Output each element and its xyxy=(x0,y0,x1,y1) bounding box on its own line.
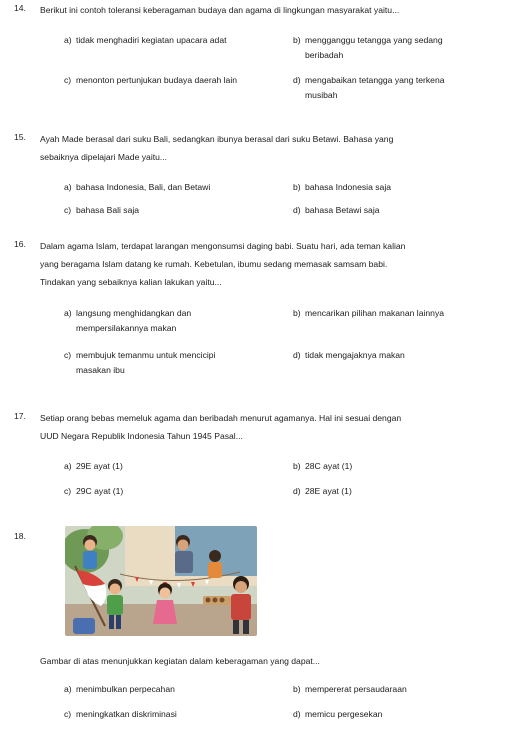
option-letter: b) xyxy=(293,461,301,471)
option-c[interactable] xyxy=(64,203,264,218)
option-b[interactable] xyxy=(293,306,493,321)
option-letter: c) xyxy=(64,350,72,360)
question-text-line1: Setiap orang bebas memeluk agama dan beribadah menurut agamanya. Hal ini sesuai dengan xyxy=(40,413,402,423)
option-text: mencarikan pilihan makanan lainnya xyxy=(305,308,445,318)
question-text: Berikut ini contoh toleransi keberagaman budaya dan agama di lingkungan masyarakat yaitu... xyxy=(40,5,400,15)
option-letter: d) xyxy=(293,75,301,85)
option-b[interactable] xyxy=(293,180,493,195)
option-d[interactable] xyxy=(293,484,493,499)
option-text-cont: beribadah xyxy=(305,50,344,60)
option-b[interactable] xyxy=(293,459,493,474)
option-text: bahasa Bali saja xyxy=(76,205,140,215)
option-text-cont: masakan ibu xyxy=(76,365,125,375)
option-text: menonton pertunjukan budaya daerah lain xyxy=(76,75,238,85)
option-text: bahasa Indonesia, Bali, dan Betawi xyxy=(76,182,211,192)
question-text-line1: Ayah Made berasal dari suku Bali, sedangkan ibunya berasal dari suku Betawi. Bahasa yang xyxy=(40,134,394,144)
option-letter: c) xyxy=(64,709,72,719)
option-letter: a) xyxy=(64,461,72,471)
option-text: 29E ayat (1) xyxy=(76,461,123,471)
option-d[interactable] xyxy=(293,348,493,363)
question-number: 15. xyxy=(14,132,26,142)
option-text: mengabaikan tetangga yang terkena xyxy=(305,75,445,85)
question-text: Gambar di atas menunjukkan kegiatan dalam keberagaman yang dapat... xyxy=(40,656,320,666)
option-d[interactable] xyxy=(293,73,493,103)
option-c[interactable] xyxy=(64,73,264,88)
option-a[interactable] xyxy=(64,459,264,474)
option-text: tidak menghadiri kegiatan upacara adat xyxy=(76,35,227,45)
illustration-svg xyxy=(65,526,257,636)
question-number: 16. xyxy=(14,239,26,249)
option-a[interactable] xyxy=(64,33,264,48)
option-letter: d) xyxy=(293,350,301,360)
option-letter: b) xyxy=(293,182,301,192)
option-letter: a) xyxy=(64,684,72,694)
option-d[interactable] xyxy=(293,707,493,722)
option-letter: b) xyxy=(293,308,301,318)
option-letter: c) xyxy=(64,75,72,85)
option-c[interactable] xyxy=(64,484,264,499)
option-text-cont: mempersilakannya makan xyxy=(76,323,177,333)
option-a[interactable] xyxy=(64,306,264,336)
option-text-cont: musibah xyxy=(305,90,338,100)
option-text: 28C ayat (1) xyxy=(305,461,353,471)
illustration-image xyxy=(65,526,257,636)
option-d[interactable] xyxy=(293,203,493,218)
question-text-line2: sebaiknya dipelajari Made yaitu... xyxy=(40,152,168,162)
option-text: membujuk temanmu untuk mencicipi xyxy=(76,350,216,360)
question-text-line2: yang beragama Islam datang ke rumah. Kebetulan, ibumu sedang memasak samsam babi. xyxy=(40,259,388,269)
question-text-line3: Tindakan yang sebaiknya kalian lakukan yaitu... xyxy=(40,277,222,287)
option-text: 29C ayat (1) xyxy=(76,486,124,496)
option-letter: b) xyxy=(293,35,301,45)
question-number: 18. xyxy=(14,531,26,541)
question-number: 17. xyxy=(14,411,26,421)
option-text: bahasa Indonesia saja xyxy=(305,182,392,192)
option-letter: a) xyxy=(64,182,72,192)
option-b[interactable] xyxy=(293,682,493,697)
option-a[interactable] xyxy=(64,682,264,697)
question-text-line2: UUD Negara Republik Indonesia Tahun 1945 Pasal... xyxy=(40,431,243,441)
option-text: memicu pergesekan xyxy=(305,709,383,719)
option-letter: c) xyxy=(64,205,72,215)
option-text: 28E ayat (1) xyxy=(305,486,352,496)
question-number: 14. xyxy=(14,3,26,13)
option-letter: a) xyxy=(64,308,72,318)
option-text: langsung menghidangkan dan xyxy=(76,308,192,318)
option-letter: d) xyxy=(293,486,301,496)
option-text: bahasa Betawi saja xyxy=(305,205,380,215)
option-text: meningkatkan diskriminasi xyxy=(76,709,177,719)
option-letter: d) xyxy=(293,709,301,719)
option-a[interactable] xyxy=(64,180,264,195)
option-letter: b) xyxy=(293,684,301,694)
option-text: mempererat persaudaraan xyxy=(305,684,407,694)
option-c[interactable] xyxy=(64,707,264,722)
option-letter: d) xyxy=(293,205,301,215)
option-text: menimbulkan perpecahan xyxy=(76,684,175,694)
question-text-line1: Dalam agama Islam, terdapat larangan mengonsumsi daging babi. Suatu hari, ada teman kalian xyxy=(40,241,406,251)
option-text: tidak mengajaknya makan xyxy=(305,350,405,360)
option-letter: a) xyxy=(64,35,72,45)
option-c[interactable] xyxy=(64,348,264,378)
option-b[interactable] xyxy=(293,33,493,63)
option-letter: c) xyxy=(64,486,72,496)
option-text: mengganggu tetangga yang sedang xyxy=(305,35,443,45)
